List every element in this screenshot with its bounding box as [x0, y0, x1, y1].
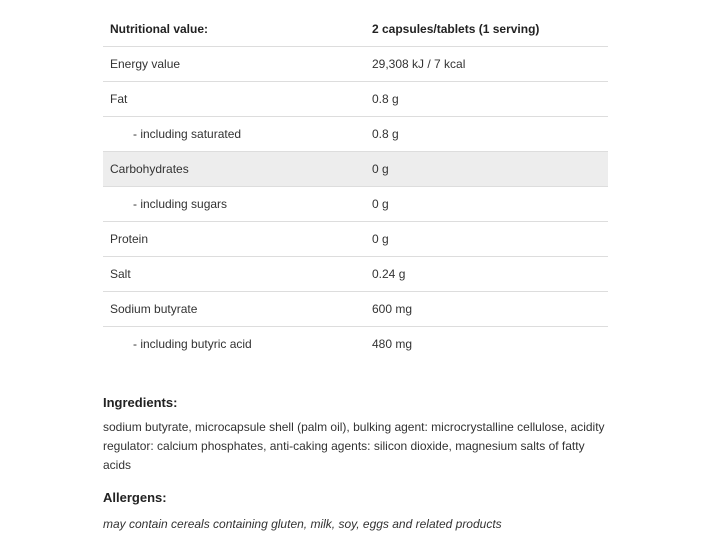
row-value: 0 g — [365, 152, 608, 187]
table-row-sodium-butyrate — [103, 292, 608, 327]
row-label: Carbohydrates — [103, 152, 365, 187]
nutrition-table — [103, 12, 608, 361]
header-value: 2 capsules/tablets (1 serving) — [365, 12, 608, 47]
row-value: 0 g — [365, 222, 608, 257]
row-value: 0 g — [365, 187, 608, 222]
row-value: 0.8 g — [365, 117, 608, 152]
allergens-text: may contain cereals containing gluten, milk, soy, eggs and related products — [103, 517, 502, 531]
row-label: Sodium butyrate — [103, 292, 365, 327]
table-row-energy — [103, 47, 608, 82]
row-label: - including butyric acid — [133, 337, 252, 351]
row-label: Fat — [103, 82, 365, 117]
row-label: Salt — [103, 257, 365, 292]
allergens-section — [103, 490, 613, 534]
row-value: 600 mg — [365, 292, 608, 327]
row-value: 0.24 g — [365, 257, 608, 292]
table-header-row — [103, 12, 608, 47]
row-value: 0.8 g — [365, 82, 608, 117]
table-row-fat — [103, 82, 608, 117]
table-row-salt — [103, 257, 608, 292]
table-row-carbohydrates — [103, 152, 608, 187]
header-label: Nutritional value: — [103, 12, 365, 47]
table-row-sugars — [103, 187, 608, 222]
row-label: Protein — [103, 222, 365, 257]
allergens-title: Allergens: — [103, 490, 167, 505]
ingredients-section — [103, 395, 613, 475]
table-row-protein — [103, 222, 608, 257]
ingredients-text: sodium butyrate, microcapsule shell (palm oil), bulking agent: microcrystalline cellulose, acidity regulator: calcium phosphates, anti-caking agents: silicon dioxide, magnesium salts of fatty acids — [103, 420, 605, 472]
ingredients-title: Ingredients: — [103, 395, 178, 410]
row-value: 480 mg — [372, 337, 413, 351]
table-row-butyric-acid — [103, 327, 608, 362]
row-label: Energy value — [103, 47, 365, 82]
row-label: - including sugars — [103, 187, 365, 222]
row-label: - including saturated — [103, 117, 365, 152]
table-row-saturated — [103, 117, 608, 152]
row-value: 29,308 kJ / 7 kcal — [365, 47, 608, 82]
